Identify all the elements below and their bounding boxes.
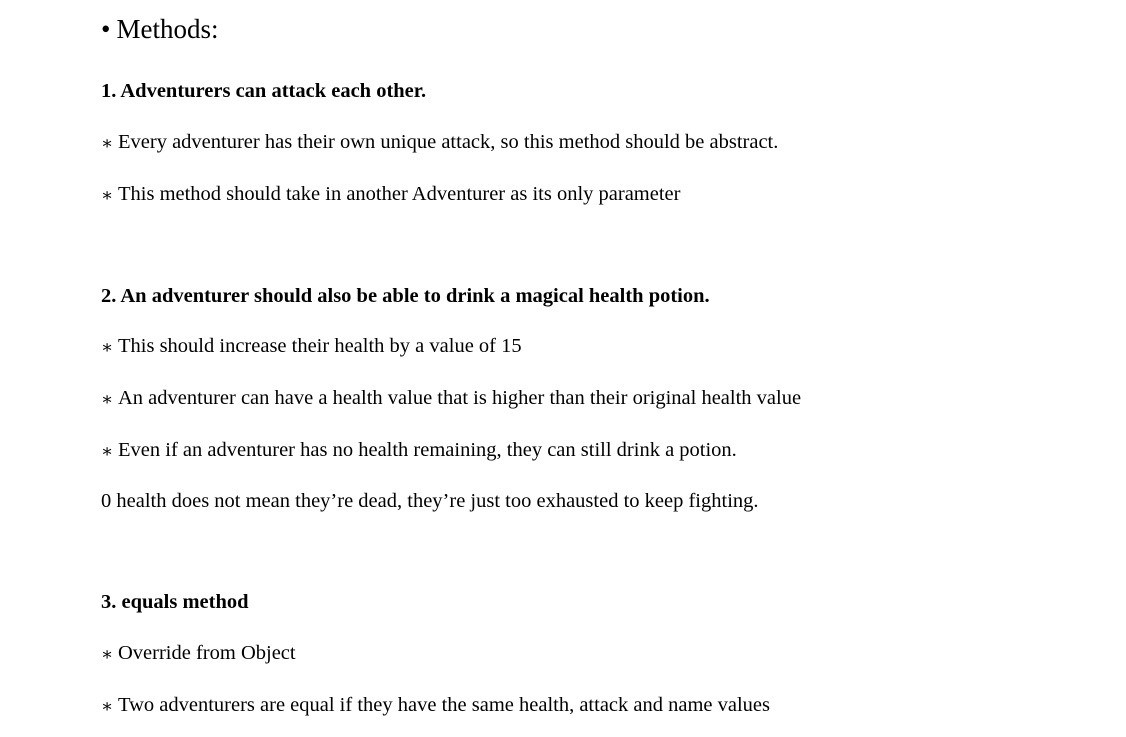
section-title: Methods:	[116, 14, 219, 44]
point-marker: ∗	[101, 133, 114, 153]
point-text: An adventurer can have a health value that is higher than their original health value	[118, 387, 802, 409]
point-text: Every adventurer has their own unique attack, so this method should be abstract.	[118, 131, 779, 153]
method-heading-potion: 2. An adventurer should also be able to drink a magical health potion.	[101, 285, 710, 307]
list-item	[101, 692, 770, 718]
list-item	[101, 437, 737, 463]
point-text: Even if an adventurer has no health remaining, they can still drink a potion.	[118, 439, 737, 461]
point-marker: ∗	[101, 389, 114, 409]
document-page	[101, 0, 1111, 737]
method-heading-equals: 3. equals method	[101, 591, 249, 613]
list-item	[101, 640, 296, 666]
point-text: This should increase their health by a value of 15	[118, 335, 522, 357]
list-item	[101, 129, 778, 155]
point-marker: ∗	[101, 185, 114, 205]
list-item	[101, 181, 680, 207]
list-item	[101, 333, 522, 359]
note-text: 0 health does not mean they’re dead, they’re just too exhausted to keep fighting.	[101, 490, 759, 512]
point-marker: ∗	[101, 644, 114, 664]
point-marker: ∗	[101, 441, 114, 461]
heading-bullet: •	[101, 14, 111, 44]
method-heading-attack: 1. Adventurers can attack each other.	[101, 80, 427, 102]
point-text: Override from Object	[118, 642, 296, 664]
point-text: This method should take in another Adventurer as its only parameter	[118, 183, 681, 205]
list-item	[101, 385, 801, 411]
point-text: Two adventurers are equal if they have the same health, attack and name values	[118, 694, 771, 716]
point-marker: ∗	[101, 696, 114, 716]
section-heading	[101, 12, 218, 46]
point-marker: ∗	[101, 337, 114, 357]
